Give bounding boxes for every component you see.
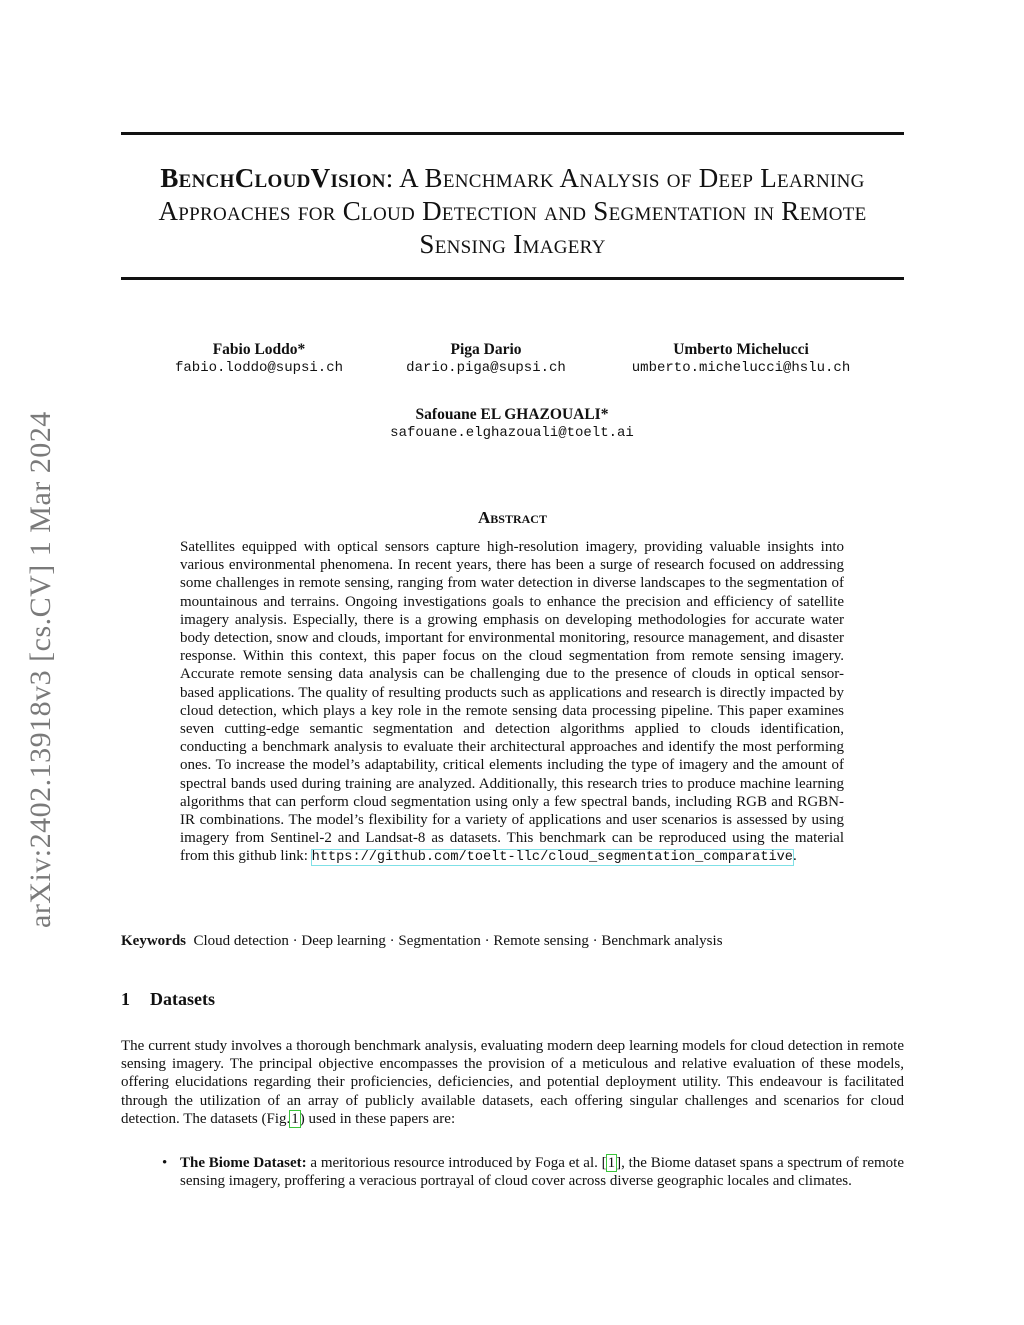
paper-title [121,162,904,261]
dataset-text-end: ], the Biome dataset spans a spectrum of remote sensing imagery, proffering a veracious portrayal of cloud cover across diverse geographic locales and climates. [180,1155,904,1190]
list-item [121,1154,904,1190]
dataset-text: a meritorious resource introduced by Foga et al. [ [306,1155,607,1171]
author-email[interactable]: fabio.loddo@supsi.ch [174,360,344,376]
author-email[interactable]: safouane.elghazouali@toelt.ai [390,425,634,441]
author-email[interactable]: dario.piga@supsi.ch [406,360,566,376]
section-text: The current study involves a thorough benchmark analysis, evaluating modern deep learning models for cloud detection in remote sensing imagery. The principal objective encompasses the provision of a meticulous and relative evaluation of these models, offering elucidations regarding their proficiencies, deficiencies, and potential deployment utility. This endeavour is facilitated through the utilization of an array of publicly available datasets, each offering singular challenges and scenarios for cloud detection. The datasets (Fig. [121,1038,904,1127]
dataset-list [121,1154,904,1190]
title-rest: : A Benchmark Analysis of Deep Learning Approaches for Cloud Detection and Segmentation in Remote Sensing Imagery [158,163,867,259]
arxiv-side-stamp: arXiv:2402.13918v3 [cs.CV] 1 Mar 2024 [24,411,57,928]
section-number: 1 [121,989,130,1009]
abstract-body [180,538,844,868]
author-name: Umberto Michelucci [673,341,809,358]
bullet-icon: • [162,1155,168,1171]
abstract-heading: Abstract [478,508,547,527]
author-block [382,405,642,442]
author-name: Fabio Loddo* [212,341,306,358]
title-bold-part: BenchCloudVision [160,163,386,193]
github-link[interactable]: https://github.com/toelt-llc/cloud_segmentation_comparative [311,850,793,866]
title-top-rule [121,132,904,135]
dataset-name: The Biome Dataset: [180,1155,307,1171]
section-title: Datasets [150,989,215,1009]
figure-reference-link[interactable]: 1 [291,1110,299,1127]
author-block [356,340,616,377]
abstract-end: . [792,848,797,865]
author-name: Piga Dario [450,341,522,358]
keywords-label: Keywords [121,933,186,949]
section-body [121,1037,904,1128]
keywords-text: Cloud detection · Deep learning · Segmentation · Remote sensing · Benchmark analysis [193,933,723,949]
abstract-text: Satellites equipped with optical sensors capture high-resolution imagery, providing valuable insights into various environmental phenomena. In recent years, there has been a surge of research focused on addressing some challenges in remote sensing, ranging from water detection in diverse landscapes to the segmentation of mountainous and terrains. Ongoing investigations goals to enhance the precision and efficiency of satellite imagery analysis. Especially, there is a growing emphasis on developing methodologies for accurate water body detection, snow and clouds, important for environmental monitoring, resource management, and disaster response. Within this context, this paper focus on the cloud segmentation from remote sensing imagery. Accurate remote sensing data analysis can be challenging due to the presence of clouds in optical sensor-based applications. The quality of resulting products such as applications and research is directly impacted by cloud detection, which plays a key role in the remote sensing data processing pipeline. This paper examines seven cutting-edge semantic segmentation and detection algorithms applied to clouds identification, conducting a benchmark analysis to evaluate their architectural approaches and identify the most performing ones. To increase the model’s adaptability, critical elements including the type of imagery and the amount of spectral bands used during training are analyzed. Additionally, this research tries to produce machine learning algorithms that can perform cloud segmentation using only a few spectral bands, including RGB and RGBN-IR combinations. The model’s flexibility for a variety of applications and user scenarios is assessed by using imagery from Sentinel-2 and Landsat-8 as datasets. This benchmark can be reproduced using the material from this github link: [180,539,844,865]
keywords-line [121,932,904,950]
citation-link[interactable]: 1 [607,1155,616,1171]
section-heading [121,989,215,1010]
section-text-end: ) used in these papers are: [299,1110,456,1127]
author-block [129,340,389,377]
title-bottom-rule [121,277,904,280]
author-block [611,340,871,377]
author-email[interactable]: umberto.michelucci@hslu.ch [631,360,851,376]
author-name: Safouane EL GHAZOUALI* [415,406,609,423]
